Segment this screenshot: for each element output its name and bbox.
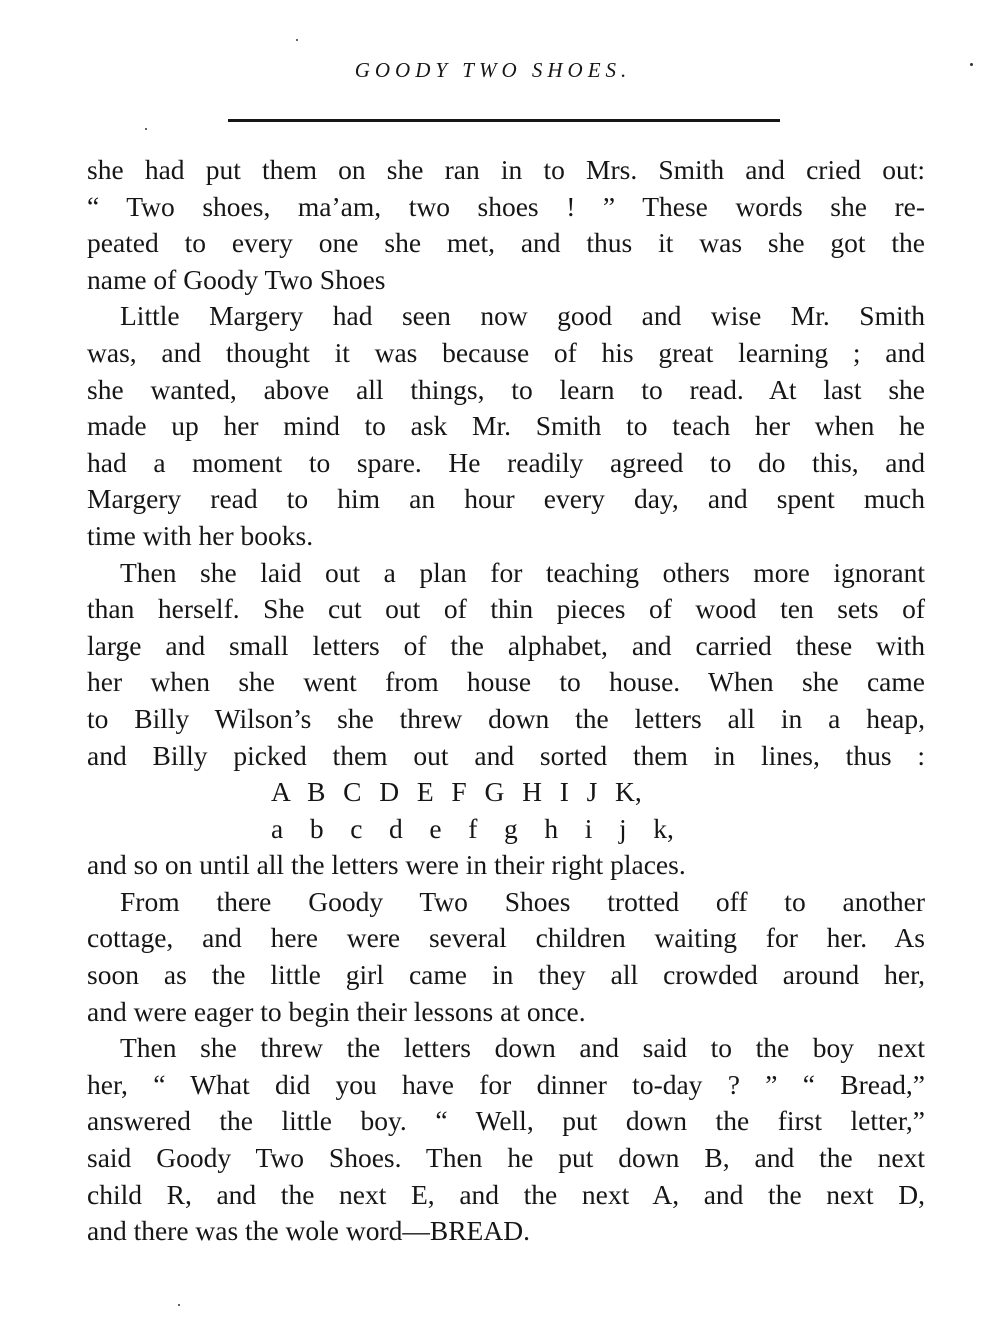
text-line: From there Goody Two Shoes trotted off to another — [120, 885, 925, 917]
text-line: “ Two shoes, ma’am, two shoes ! ” These words she re- — [87, 190, 925, 222]
text-line: and so on until all the letters were in their right places. — [87, 849, 686, 881]
text-line: peated to every one she met, and thus it was she got the — [87, 227, 925, 259]
scan-speck — [145, 128, 147, 130]
text-line: child R, and the next E, and the next A, and the next D, — [87, 1178, 925, 1210]
page-body-text — [87, 152, 925, 1250]
scan-speck — [970, 63, 973, 66]
text-line: and were eager to begin their lessons at once. — [87, 995, 586, 1027]
text-line: had a moment to spare. He readily agreed to do this, and — [87, 446, 925, 478]
alphabet-line: a b c d e f g h i j k, — [271, 812, 674, 844]
alphabet-line: A B C D E F G H I J K, — [271, 776, 642, 808]
text-line: to Billy Wilson’s she threw down the letters all in a heap, — [87, 702, 925, 734]
text-line: answered the little boy. “ Well, put down the first letter,” — [87, 1105, 925, 1137]
text-line: made up her mind to ask Mr. Smith to teach her when he — [87, 410, 925, 442]
text-line: than herself. She cut out of thin pieces of wood ten sets of — [87, 593, 925, 625]
header-rule — [228, 119, 780, 122]
text-line: she had put them on she ran in to Mrs. Smith and cried out: — [87, 154, 925, 185]
text-line: large and small letters of the alphabet, and carried these with — [87, 629, 925, 661]
text-line: cottage, and here were several children waiting for her. As — [87, 922, 925, 954]
text-line: said Goody Two Shoes. Then he put down B, and the next — [87, 1142, 925, 1174]
text-line: her when she went from house to house. When she came — [87, 666, 925, 698]
text-line: Then she laid out a plan for teaching others more ignorant — [120, 556, 925, 588]
text-line: and there was the wole word—BREAD. — [87, 1215, 530, 1247]
text-line: name of Goody Two Shoes — [87, 263, 386, 295]
text-line: Margery read to him an hour every day, and spent much — [87, 483, 925, 515]
text-line: Little Margery had seen now good and wise Mr. Smith — [120, 300, 925, 332]
scan-speck — [178, 1304, 180, 1306]
text-line: her, “ What did you have for dinner to-day ? ” “ Bread,” — [87, 1068, 925, 1100]
text-line: Then she threw the letters down and said to the boy next — [120, 1032, 925, 1064]
text-line: she wanted, above all things, to learn to read. At last she — [87, 373, 925, 405]
scan-speck — [296, 39, 298, 41]
running-header: GOODY TWO SHOES. — [354, 58, 632, 82]
text-line: was, and thought it was because of his great learning ; and — [87, 336, 925, 368]
text-line: time with her books. — [87, 519, 314, 551]
text-line: and Billy picked them out and sorted them in lines, thus : — [87, 739, 925, 771]
text-line: soon as the little girl came in they all crowded around her, — [87, 959, 925, 991]
